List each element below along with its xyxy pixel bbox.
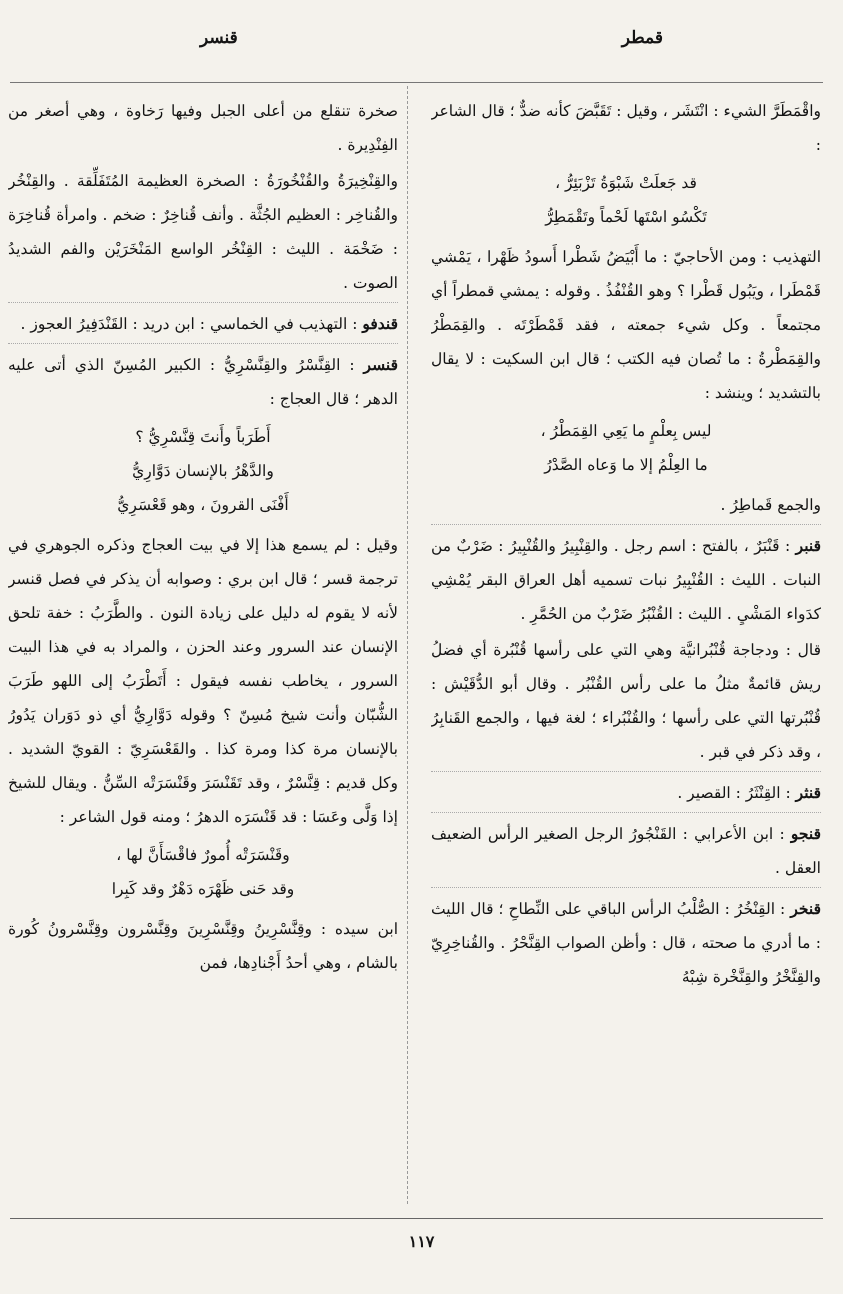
- entry-text: : القِنَّسْرُ والقِنَّسْرِيُّ : الكبير المُسِنّ الذي أتى عليه الدهر ؛ قال العجاج :: [8, 356, 398, 408]
- entry-headword: قنجو: [790, 824, 821, 843]
- dictionary-entry: [8, 343, 398, 416]
- page-header-right: قمطر: [621, 28, 663, 48]
- entry-text: قال : ودجاجة قُنْبُرانيَّة وهي التي على رأسها قُنْبُرة أي فضلُ ريش قائمةٌ مثلُ ما على رأس القُنْبُر . وقال أبو الدُّقَيْش : قُنْبُرتها التي على رأسها ؛ والقُنْبُراء ؛ لغة فيها ، والجمع القَنابِرُ ، وقد ذكر في قبر .: [431, 641, 821, 761]
- entry-text: والقِنْخِيرَةُ والقُنْخُورَةُ : الصخرة العظيمة المُتَفَلِّقة . والقِنْخُر والقُناخِر : العظيم الجُثَّة . وأنف قُناخِرٌ : ضخم . وامرأة قُناخِرَة : ضَخْمَة . الليث : القِنْخُر الواسع المَنْخَرَيْن والفم الشديدُ الصوت .: [8, 172, 398, 292]
- verse-line: ما العِلْمُ إلا ما وَعاه الصَّدْرُ: [544, 456, 708, 474]
- entry-text: التهذيب : ومن الأحاجيّ : ما أَبْيَضُ شَطْرا أَسودُ ظَهْرا ، يَمْشي قَمْطَرا ، ويَبُول قَطْرا ؟ وهو القُنْفُذُ . وقوله : يمشي قمطراً أي مجتمعاً . وكل شيء جمعته ، فقد قَمْطَرْتَه . والقِمَطْرُ والقِمَطْرةُ : ما تُصان فيه الكتب ؛ قال ابن السكيت : لا يقال بالتشديد ؛ وينشد :: [431, 248, 821, 402]
- verse-block: [431, 414, 821, 482]
- header-rule: [10, 82, 823, 83]
- entry-text: : قَنْبَرٌ ، بالفتح : اسم رجل . والقِنْبِيرُ والقُنْبِيرُ : ضَرْبٌ من النبات . الليث : القُنْبِيرُ نبات تسميه أهل العراق البقر يُمْشِي كدَواء المَشْيِ . الليث : القُنْبُرُ ضَرْبٌ من الحُمَّرِ .: [431, 537, 821, 623]
- entry-paragraph: [8, 912, 398, 980]
- verse-line: أَفْنَى القرونَ ، وهو قَعْسَرِيُّ: [117, 496, 289, 514]
- entry-headword: قندفو: [362, 314, 398, 333]
- verse-line: قد جَعلَتْ شَبْوَةُ تَزْبَئِرُّ ،: [555, 174, 697, 192]
- entry-headword: قنخر: [790, 899, 821, 918]
- verse-line: وقَنْسَرَتْه أُمورٌ فاقْسَأَنَّ لها ،: [116, 846, 290, 864]
- verse-block: [8, 838, 398, 906]
- right-column: [431, 94, 821, 1206]
- verse-block: [8, 420, 398, 522]
- entry-text: : ابن الأعرابي : القَنْجُورُ الرجل الصغير الرأس الضعيف العقل .: [431, 825, 821, 877]
- entry-text: واقْمَطَرَّ الشيء : انْتَشَر ، وقيل : تَقَبَّضَ كأنه ضدٌّ ؛ قال الشاعر :: [431, 102, 821, 154]
- verse-line: ليس بِعلْمٍ ما يَعِي القِمَطْرُ ،: [540, 422, 712, 440]
- page-number: ١١٧: [408, 1232, 435, 1251]
- page-header-left: قنسر: [200, 28, 238, 48]
- entry-headword: قنسر: [363, 355, 398, 374]
- entry-paragraph: [8, 528, 398, 834]
- entry-text: : القِنْخُرُ : الصُّلْبُ الرأس الباقي على النِّطاحِ ؛ قال الليث : ما أدري ما صحته ، قال : وأظن الصواب القِنَّحْرُ . والقُناخِرِيّ والقِنَّخْرُ والقِنَّخْرة شِبْهُ: [431, 900, 821, 986]
- column-divider: [407, 86, 408, 1204]
- dictionary-entry: [8, 302, 398, 341]
- entry-paragraph: [431, 94, 821, 162]
- entry-headword: قنثر: [795, 783, 821, 802]
- entry-text: : التهذيب في الخماسي : ابن دريد : القَنْدَفِيرُ العجوز .: [20, 315, 358, 333]
- verse-line: والدَّهْرُ بالإنسان دَوَّارِيُّ: [132, 462, 274, 480]
- verse-line: وقد حَنى ظَهْرَه دَهْرٌ وقد كَبِرا: [111, 880, 295, 898]
- footer-rule: [10, 1218, 823, 1219]
- left-column: [8, 94, 398, 1206]
- entry-text: ابن سيده : وقِنَّسْرِينُ وقِنَّسْرِينَ وقِنَّسْرون وقِنَّسْرونُ كُورة بالشام ، وهي أحدُ أَجْنادِها، فمن: [8, 920, 398, 972]
- verse-line: تَكْسُو اسْتَها لَحْماً وتَقْمَطِرُّ: [545, 208, 707, 226]
- entry-text: والجمع قَماطِرُ .: [720, 496, 821, 514]
- entry-paragraph: [8, 164, 398, 300]
- dictionary-entry: [431, 771, 821, 810]
- entry-paragraph: [8, 94, 398, 162]
- entry-paragraph: [431, 633, 821, 769]
- verse-block: [431, 166, 821, 234]
- dictionary-entry: [431, 887, 821, 994]
- entry-text: صخرة تنقلع من أعلى الجبل وفيها رَخاوة ، وهي أصغر من الفِنْدِيرة .: [8, 102, 398, 154]
- entry-paragraph: [431, 240, 821, 410]
- entry-text: وقيل : لم يسمع هذا إلا في بيت العجاج وذكره الجوهري في ترجمة قسر ؛ قال ابن بري : وصوابه أن يذكر في فصل قنسر لأنه لا يقوم له دليل على زيادة النون . والطَّرَبُ : خفة تلحق الإنسان عند السرور وعند الحزن ، والمراد به في هذا البيت السرور ، يخاطب نفسه فيقول : أَتَطْرَبُ إلى اللهو طَرَبَ الشُّبّان وأنت شيخ مُسِنّ ؟ وقوله دَوَّارِيُّ أي ذو دَوَران يَدُورُ بالإنسان مرة كذا ومرة كذا . والقَعْسَرِيّ : القويّ الشديد . وكل قديم : قِنَّسْرٌ ، وقد تَقَنْسَرَ وقَنْسَرَتْه السِّنُّ . ويقال للشيخ إذا وَلَّى وعَسَا : قد قَنْسَرَه الدهرُ ؛ ومنه قول الشاعر :: [8, 536, 398, 826]
- dictionary-entry: [431, 812, 821, 885]
- entry-headword: قنبر: [795, 536, 821, 555]
- entry-paragraph: [431, 488, 821, 522]
- verse-line: أَطَرَباً وأَنتَ قِنَّسْرِيُّ ؟: [135, 428, 271, 446]
- dictionary-entry: [431, 524, 821, 631]
- entry-text: : القِنْثَرُ : القصير .: [677, 784, 791, 802]
